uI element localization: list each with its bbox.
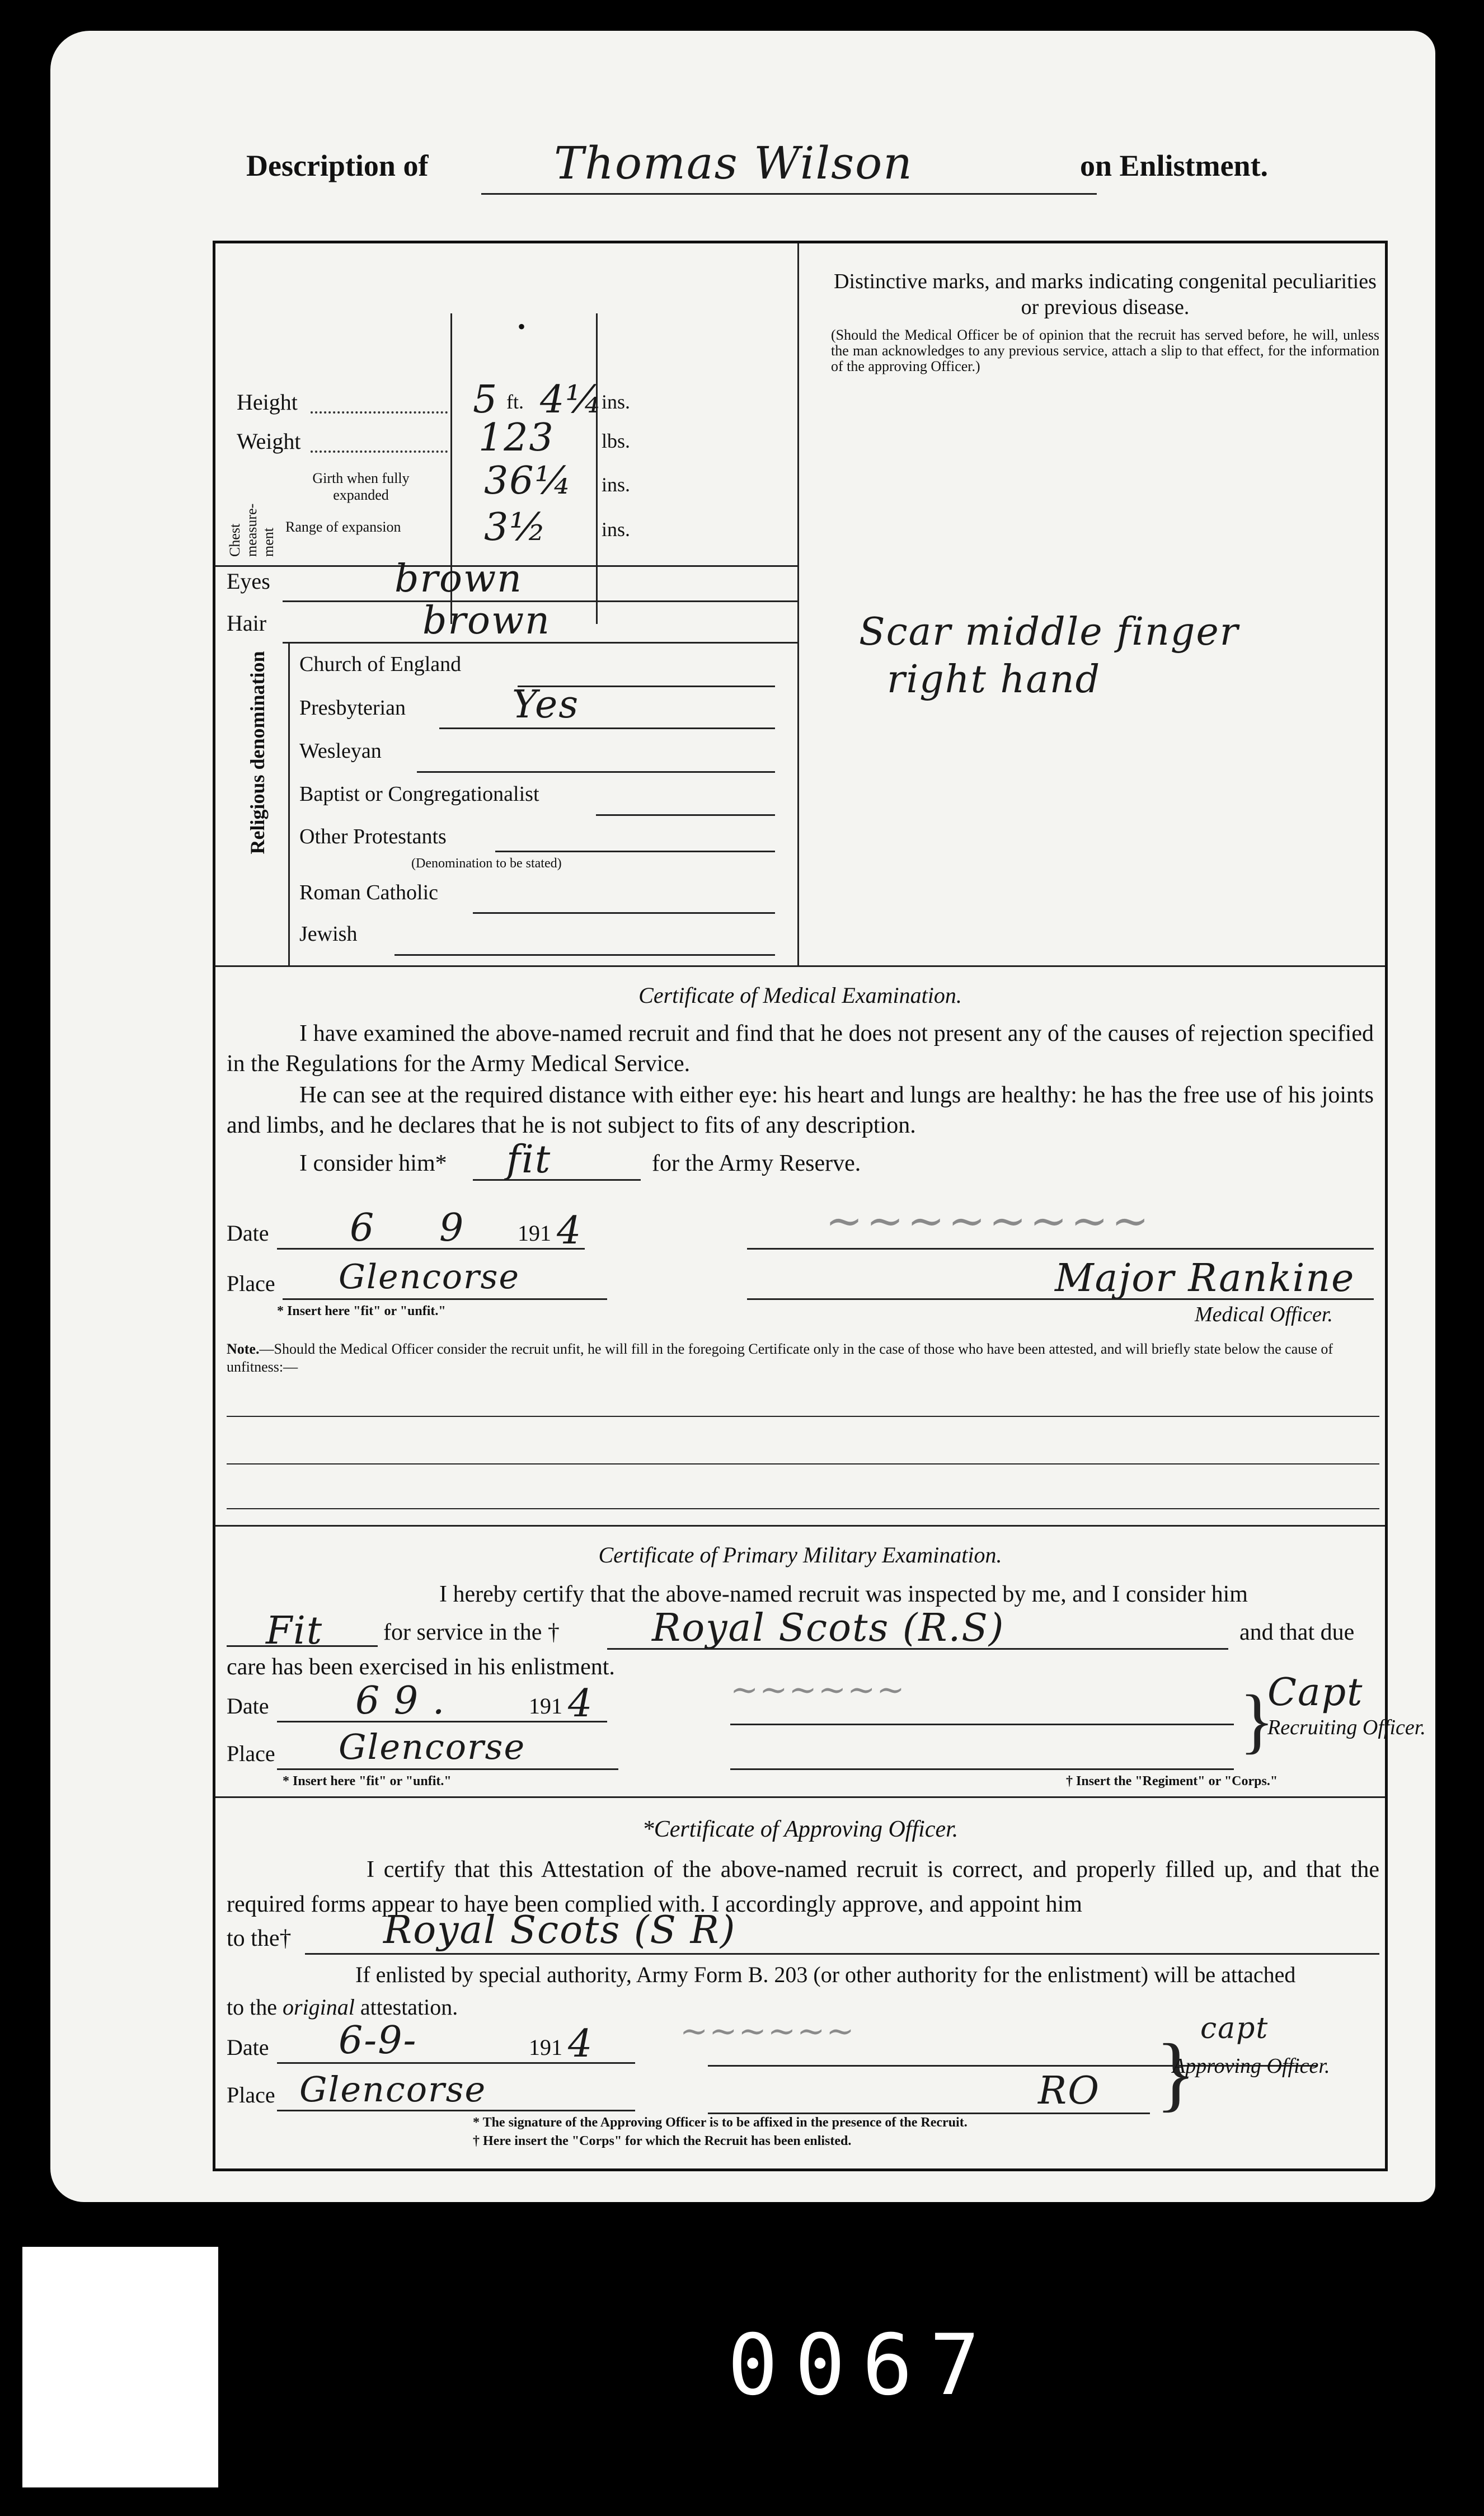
approving-place-line: [277, 2110, 635, 2111]
approving-year-suffix: 4: [568, 2022, 594, 2066]
document-page: [50, 31, 1435, 2202]
religion-baptist: Baptist or Congregationalist: [299, 782, 539, 806]
military-regiment-value: Royal Scots (R.S): [652, 1606, 1005, 1650]
approving-place-label: Place: [227, 2082, 275, 2107]
top-section-divider: [797, 243, 799, 965]
religion-pres-line: [439, 727, 775, 729]
reference-number: 0067: [727, 2317, 997, 2414]
approving-to-the: to the†: [227, 1926, 292, 1951]
approving-date-value: 6-9-: [339, 2019, 417, 2063]
approving-signature-line-2: [708, 2113, 1150, 2114]
archive-label-block: [22, 2247, 218, 2487]
medical-date-year-prefix: 191: [518, 1221, 551, 1246]
approving-special2: [227, 1994, 458, 2020]
header-on-enlistment: on Enlistment.: [1080, 149, 1269, 182]
religion-presbyterian: Presbyterian: [299, 696, 406, 720]
medical-consider-suffix: for the Army Reserve.: [652, 1151, 861, 1176]
approving-para1: I certify that this Attestation of the above-named recruit is correct, and properly filled up, and that the required forms appear to have been complied with. I accordingly approve, and appoint him: [227, 1857, 1379, 1917]
header-recruit-name: Thomas Wilson: [554, 137, 913, 189]
medical-consider-value: fit: [506, 1138, 552, 1182]
medical-signature-line-2: [747, 1298, 1374, 1300]
military-year-prefix: 191: [529, 1693, 562, 1719]
medical-place-label: Place: [227, 1271, 275, 1296]
height-ft-value: 5: [473, 378, 499, 422]
medical-consider-line: [473, 1179, 641, 1181]
medical-place-line: [283, 1298, 607, 1300]
military-place-label: Place: [227, 1741, 275, 1766]
measure-dot: •: [518, 314, 526, 339]
military-service-label: for service in the †: [383, 1620, 560, 1645]
hair-value: brown: [422, 599, 551, 643]
approving-place-value: Glencorse: [299, 2069, 487, 2110]
approving-special: If enlisted by special authority, Army Form B. 203 (or other authority for the enlistment) will be attached: [355, 1962, 1296, 1987]
medical-consider-prefix: I consider him*: [299, 1151, 447, 1176]
medical-note: [227, 1340, 1379, 1376]
religion-denomination-note: (Denomination to be stated): [411, 856, 562, 871]
military-date-value: 6 9 .: [355, 1679, 446, 1723]
approving-ro: RO: [1038, 2069, 1100, 2113]
approving-year-prefix: 191: [529, 2035, 562, 2060]
religion-rc-line: [473, 912, 775, 914]
weight-dots: [311, 450, 448, 453]
unfitness-line-3: [227, 1508, 1379, 1509]
military-insert-note2: † Insert the "Regiment" or "Corps.": [1066, 1774, 1278, 1789]
approving-brace: }: [1156, 2027, 1196, 2120]
religion-roman-catholic: Roman Catholic: [299, 881, 439, 904]
distinctive-title: Distinctive marks, and marks indicating congenital peculiarities or previous disease.: [834, 270, 1377, 319]
religion-church-of-england: Church of England: [299, 653, 462, 676]
military-signature-line-1: [730, 1724, 1234, 1725]
height-in-value: 4¼: [540, 378, 604, 422]
medical-note-text: —Should the Medical Officer consider the recruit unfit, he will fill in the foregoing Certificate only in the case of those who have been attested, and will briefly state below the cause of unfitness:—: [227, 1341, 1333, 1375]
distinctive-marks-line1: Scar middle finger: [859, 610, 1239, 654]
height-dots: [311, 411, 448, 414]
medical-note-label: Note.: [227, 1341, 260, 1357]
header-name-line: [481, 193, 1097, 195]
military-place-value: Glencorse: [339, 1726, 526, 1767]
approving-date-label: Date: [227, 2035, 269, 2060]
medical-insert-note: * Insert here "fit" or "unfit.": [277, 1304, 446, 1318]
medical-title: Certificate of Medical Examination.: [638, 983, 962, 1008]
unfitness-line-2: [227, 1463, 1379, 1464]
medical-date-day: 6: [350, 1206, 375, 1250]
military-line1: I hereby certify that the above-named recruit was inspected by me, and I consider him: [439, 1581, 1248, 1607]
medical-officer-label: Medical Officer.: [1195, 1303, 1333, 1326]
eyes-label: Eyes: [227, 569, 270, 594]
weight-unit: lbs.: [602, 430, 631, 452]
religion-jewish-line: [395, 954, 775, 956]
unfitness-line-1: [227, 1416, 1379, 1417]
header-description-of: Description of: [246, 149, 429, 182]
approving-capt: capt: [1200, 2012, 1269, 2045]
distinctive-note: (Should the Medical Officer be of opinion that the recruit has served before, he will, unless the man acknowledges to any previous service, attach a slip to that effect, for the information of the approving Officer.): [831, 327, 1379, 374]
military-regiment-line: [607, 1648, 1228, 1650]
military-insert-note1: * Insert here "fit" or "unfit.": [283, 1774, 452, 1789]
approving-footnote2: † Here insert the "Corps" for which the Recruit has been enlisted.: [473, 2134, 852, 2148]
height-ft-unit: ft.: [506, 391, 524, 413]
medical-para2: He can see at the required distance with either eye: his heart and lungs are healthy: he has the free use of his joints and limbs, and he declares that he is not subject to fits of any description.: [227, 1082, 1374, 1138]
religion-divider: [288, 644, 290, 965]
form-border: [213, 241, 1426, 2171]
distinctive-marks-line2: right hand: [887, 658, 1101, 702]
range-value: 3½: [484, 505, 548, 550]
military-year-suffix: 4: [568, 1682, 594, 1726]
medical-place-value: Glencorse: [339, 1257, 520, 1297]
eyes-value: brown: [395, 557, 523, 601]
medical-date-label: Date: [227, 1221, 269, 1246]
military-fit-value: Fit: [266, 1609, 323, 1653]
military-place-line: [277, 1768, 618, 1770]
military-fit-line: [227, 1645, 378, 1647]
religion-other-line: [495, 851, 775, 852]
religion-bap-line: [596, 814, 775, 816]
religion-wesleyan: Wesleyan: [299, 739, 382, 763]
range-label: Range of expansion: [285, 519, 401, 535]
military-date-line: [277, 1721, 607, 1722]
range-unit: ins.: [602, 518, 631, 541]
girth-label: Girth when fully expanded: [312, 470, 410, 503]
military-brace: }: [1239, 1681, 1275, 1761]
chest-label: Chest measure-ment: [227, 503, 276, 557]
height-label: Height: [237, 389, 298, 415]
religion-presbyterian-value: Yes: [512, 683, 580, 727]
height-in-unit: ins.: [602, 391, 631, 413]
religion-wes-line: [417, 771, 775, 773]
hair-line: [283, 642, 797, 644]
medical-signature-line-1: [747, 1248, 1374, 1250]
approving-special2-italic: original: [282, 1994, 355, 2020]
military-line3: care has been exercised in his enlistment.: [227, 1654, 615, 1680]
hair-label: Hair: [227, 611, 267, 636]
girth-unit: ins.: [602, 473, 631, 496]
medical-signature-scribble: ~~~~~~~~: [825, 1195, 1153, 1247]
military-date-label: Date: [227, 1693, 269, 1719]
measure-col-right: [596, 313, 598, 624]
medical-officer-signature: Major Rankine: [1055, 1256, 1355, 1301]
approving-special2-suffix: attestation.: [360, 1994, 458, 2020]
top-section-bottom-line: [215, 965, 1385, 967]
approving-regiment-line: [305, 1953, 1379, 1955]
weight-value: 123: [478, 416, 555, 460]
religion-other-protestants: Other Protestants: [299, 825, 447, 848]
military-title: Certificate of Primary Military Examination.: [598, 1542, 1002, 1567]
military-signature-line-2: [730, 1768, 1234, 1770]
military-officer-label: Recruiting Officer.: [1267, 1716, 1426, 1739]
approving-officer-label: Approving Officer.: [1172, 2054, 1330, 2078]
approving-footnote1: * The signature of the Approving Officer is to be affixed in the presence of the Recruit.: [473, 2115, 968, 2130]
medical-date-month: 9: [439, 1206, 465, 1250]
medical-date-line: [277, 1248, 585, 1250]
girth-value: 36¼: [484, 459, 573, 503]
religion-jewish: Jewish: [299, 922, 358, 946]
medical-section-bottom-line: [215, 1525, 1385, 1527]
approving-special2-prefix: to the: [227, 1994, 277, 2020]
approving-title: *Certificate of Approving Officer.: [642, 1816, 959, 1842]
military-capt: Capt: [1267, 1670, 1364, 1715]
approving-date-line: [277, 2062, 635, 2064]
military-section-bottom-line: [215, 1796, 1385, 1798]
military-and-that: and that due: [1239, 1620, 1355, 1645]
religion-side-label: Religious denomination: [246, 651, 269, 855]
approving-signature-scribble: ~~~~~~: [680, 2012, 856, 2051]
medical-date-year-suffix: 4: [557, 1209, 583, 1253]
approving-regiment-value: Royal Scots (S R): [383, 1908, 736, 1952]
medical-para1: I have examined the above-named recruit and find that he does not present any of the causes of rejection specified in the Regulations for the Army Medical Service.: [227, 1021, 1374, 1077]
weight-label: Weight: [237, 429, 301, 454]
military-signature-scribble: ~~~~~~: [730, 1670, 906, 1710]
